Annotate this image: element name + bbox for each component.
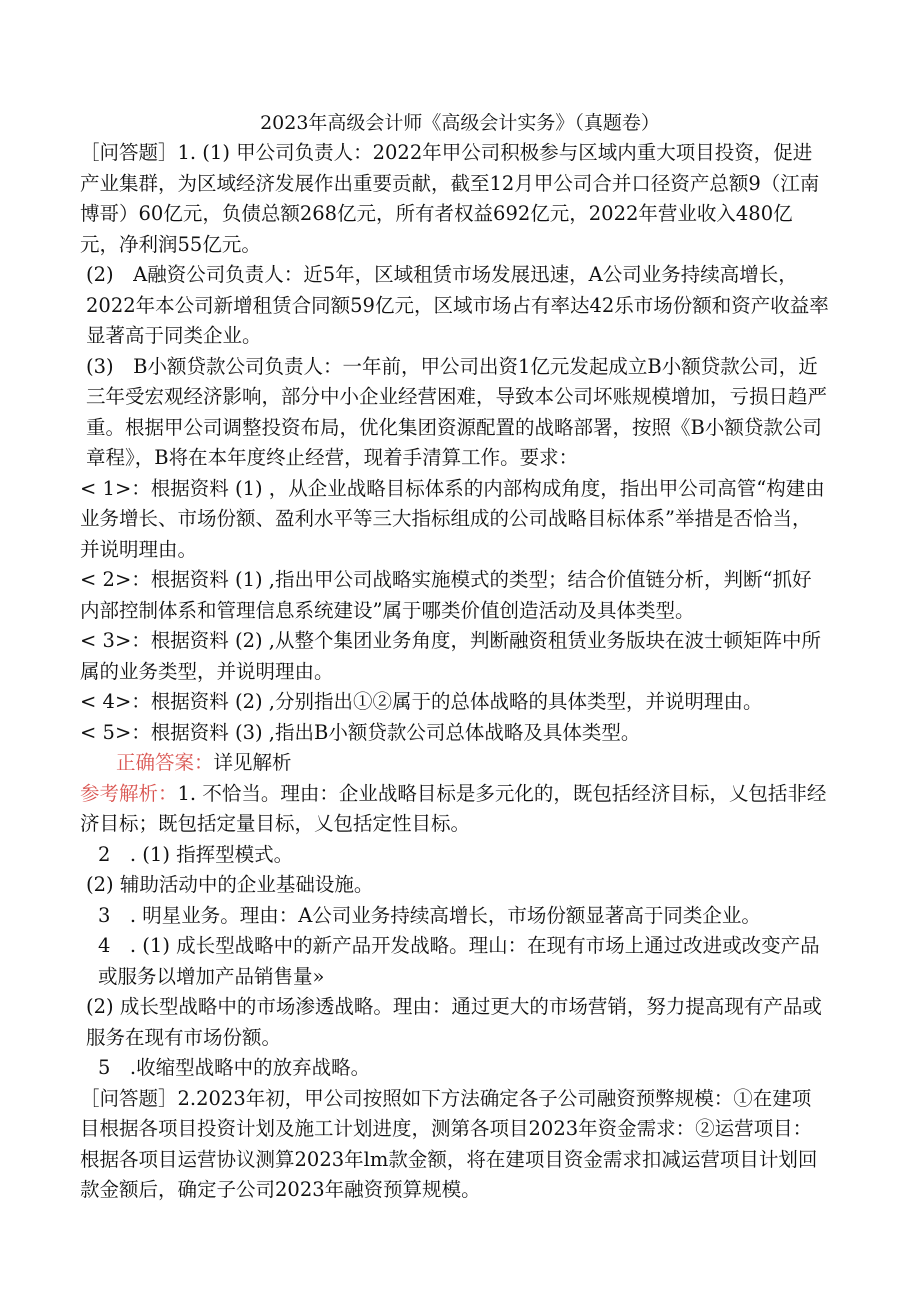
answer-3: 3 . 明星业务。理由：A公司业务持续高增长，市场份额显著高于同类企业。 bbox=[98, 903, 761, 927]
answer-2-part-2: (2) 辅助活动中的企业基础设施。 bbox=[86, 873, 374, 896]
document-body bbox=[80, 138, 830, 1206]
requirement-1: < 1>：根据资料 (1) ，从企业战略目标体系的内部构成角度，指出甲公司高管“构建由业务增长、市场份额、盈利水平等三大指标组成的公司战略目标体系”举措是否恰当，并说明理由。 bbox=[80, 476, 825, 561]
answer-2-part-1: 2 . (1) 指挥型模式。 bbox=[98, 842, 294, 866]
question-2-intro: ［问答题］2.2023年初，甲公司按照如下方法确定各子公司融资预弊规模：①在建项目根据各项目投资计划及施工计划进度，测第各项目2023年资金需求：②运营项目：根据各项目运营协议测算2023年lm款金额，将在建项目资金需求扣减运营项目计划回款金额后，确定子公司2023年融资预算规模。 bbox=[80, 1086, 818, 1201]
question-1-material-3: (3) B小额贷款公司负责人：一年前，甲公司出资1亿元发起成立B小额贷款公司，近三年受宏观经济影响，部分中小企业经营困难，导致本公司坏账规模增加，亏损日趋严重。根据甲公司调整投资布局，优化集团资源配置的战略部署，按照《B小额贷款公司章程》，B将在本年度终止经营，现着手清算工作。要求： bbox=[86, 354, 828, 469]
question-1-intro: ［问答题］1. (1) 甲公司负责人：2022年甲公司积极参与区域内重大项目投资，促进产业集群，为区域经济发展作出重要贡献，截至12月甲公司合并口径资产总额9（江南博哥）60亿元，负债总额268亿元，所有者权益692亿元，2022年营业收入480亿元，净利润55亿元。 bbox=[80, 141, 820, 256]
question-1-material-2: (2) A融资公司负责人：近5年，区域租赁市场发展迅速，A公司业务持续高增长，2022年本公司新增租赁合同额59亿元，区域市场占有率达42乐市场份额和资产收益率显著高于同类企业。 bbox=[86, 263, 829, 347]
answer-4-part-2: (2) 成长型战略中的市场渗透战略。理由：通过更大的市场营销，努力提高现有产品或服务在现有市场份额。 bbox=[86, 995, 822, 1049]
requirement-3: < 3>：根据资料 (2) ,从整个集团业务角度，判断融资租赁业务版块在波士顿矩阵中所属的业务类型，并说明理由。 bbox=[80, 629, 822, 683]
document-title: 2023年高级会计师《高级会计实务》（真题卷） bbox=[260, 112, 660, 134]
correct-answer bbox=[80, 748, 830, 779]
analysis-label: 参考解析： bbox=[80, 781, 178, 805]
correct-answer-label: 正确答案： bbox=[116, 751, 214, 774]
answer-5: 5 .收缩型战略中的放弃战略。 bbox=[98, 1056, 371, 1079]
analysis-1-text: 1. 不恰当。理由：企业战略目标是多元化的，既包括经济目标，乂包括非经济目标；既包括定量目标，乂包括定性目标。 bbox=[80, 781, 827, 835]
requirement-2: < 2>：根据资料 (1) ,指出甲公司战略实施模式的类型；结合价值链分析，判断“抓好内部控制体系和管理信息系统建设”属于哪类价值创造活动及具体类型。 bbox=[80, 568, 812, 622]
requirement-5: < 5>：根据资料 (3) ,指出B小额贷款公司总体战略及具体类型。 bbox=[80, 720, 641, 744]
answer-4-part-1: 4 . (1) 成长型战略中的新产品开发战略。理山：在现有市场上通过改进或改变产品或服务以增加产品销售量» bbox=[98, 934, 820, 988]
requirement-4: < 4>：根据资料 (2) ,分别指出①②属于的总体战略的具体类型，并说明理由。 bbox=[80, 690, 763, 713]
analysis-1 bbox=[80, 779, 830, 840]
correct-answer-text: 详见解析 bbox=[213, 751, 292, 774]
